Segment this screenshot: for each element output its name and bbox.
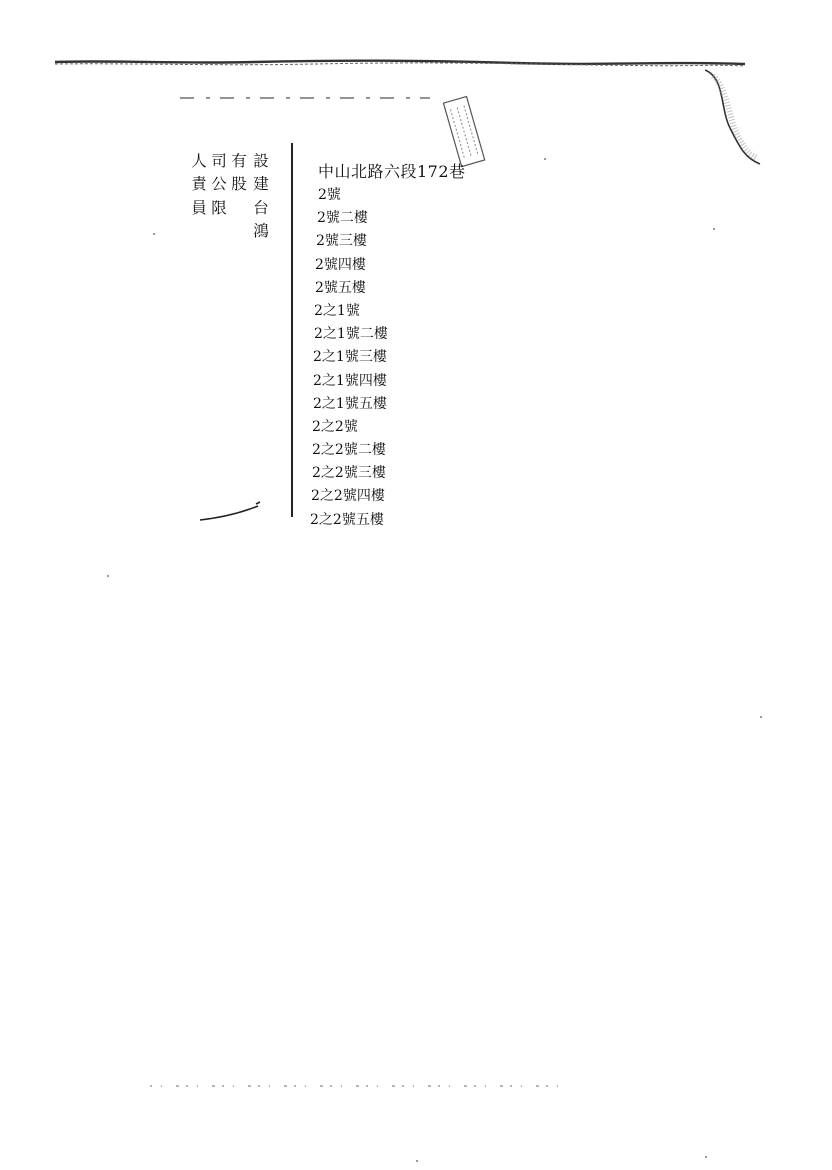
stamp-mark: [440, 92, 492, 170]
address-item: 2號四樓: [315, 256, 366, 273]
column-divider: [291, 143, 293, 517]
scan-speck: [416, 1160, 418, 1162]
scan-speck: [107, 575, 109, 577]
address-item: 2之2號三樓: [312, 465, 386, 482]
bracket-stroke: [198, 500, 263, 524]
address-item: 2之2號二樓: [312, 442, 386, 459]
address-list: [310, 184, 510, 532]
scan-speck: [713, 228, 715, 230]
address-item: 2之2號: [312, 418, 358, 435]
address-item: 2號三樓: [316, 233, 367, 250]
scan-speck: [153, 233, 155, 235]
address-item: 2之1號五樓: [313, 395, 387, 412]
address-header: 中山北路六段172巷: [318, 162, 466, 181]
owner-column: 有 股: [231, 152, 247, 194]
owner-column: 司 公 限: [211, 152, 227, 217]
scan-speck: [544, 158, 546, 160]
address-item: 2號: [318, 187, 341, 203]
owner-column: 設 建 台 鴻: [253, 152, 269, 240]
scan-speck: [760, 716, 762, 718]
address-item: 2之1號四樓: [313, 372, 387, 389]
faint-dash-line: [180, 96, 430, 100]
top-scan-line: [55, 58, 745, 68]
address-list-block: [310, 160, 510, 532]
address-item: 2之1號: [314, 302, 360, 319]
page-curl-edge: [705, 68, 765, 168]
address-item: 2之2號四樓: [311, 488, 385, 505]
owner-column: 人 責 員: [191, 152, 207, 217]
address-item: 2號五樓: [315, 279, 366, 296]
address-item: 2之1號三樓: [313, 349, 387, 366]
address-item: 2之1號二樓: [314, 326, 388, 343]
address-item: 2之2號五樓: [310, 511, 384, 528]
address-item: 2號二樓: [317, 210, 368, 227]
bottom-scan-dots: [150, 1080, 570, 1092]
owners-vertical-text: [190, 150, 270, 495]
scan-speck: [705, 1156, 707, 1158]
